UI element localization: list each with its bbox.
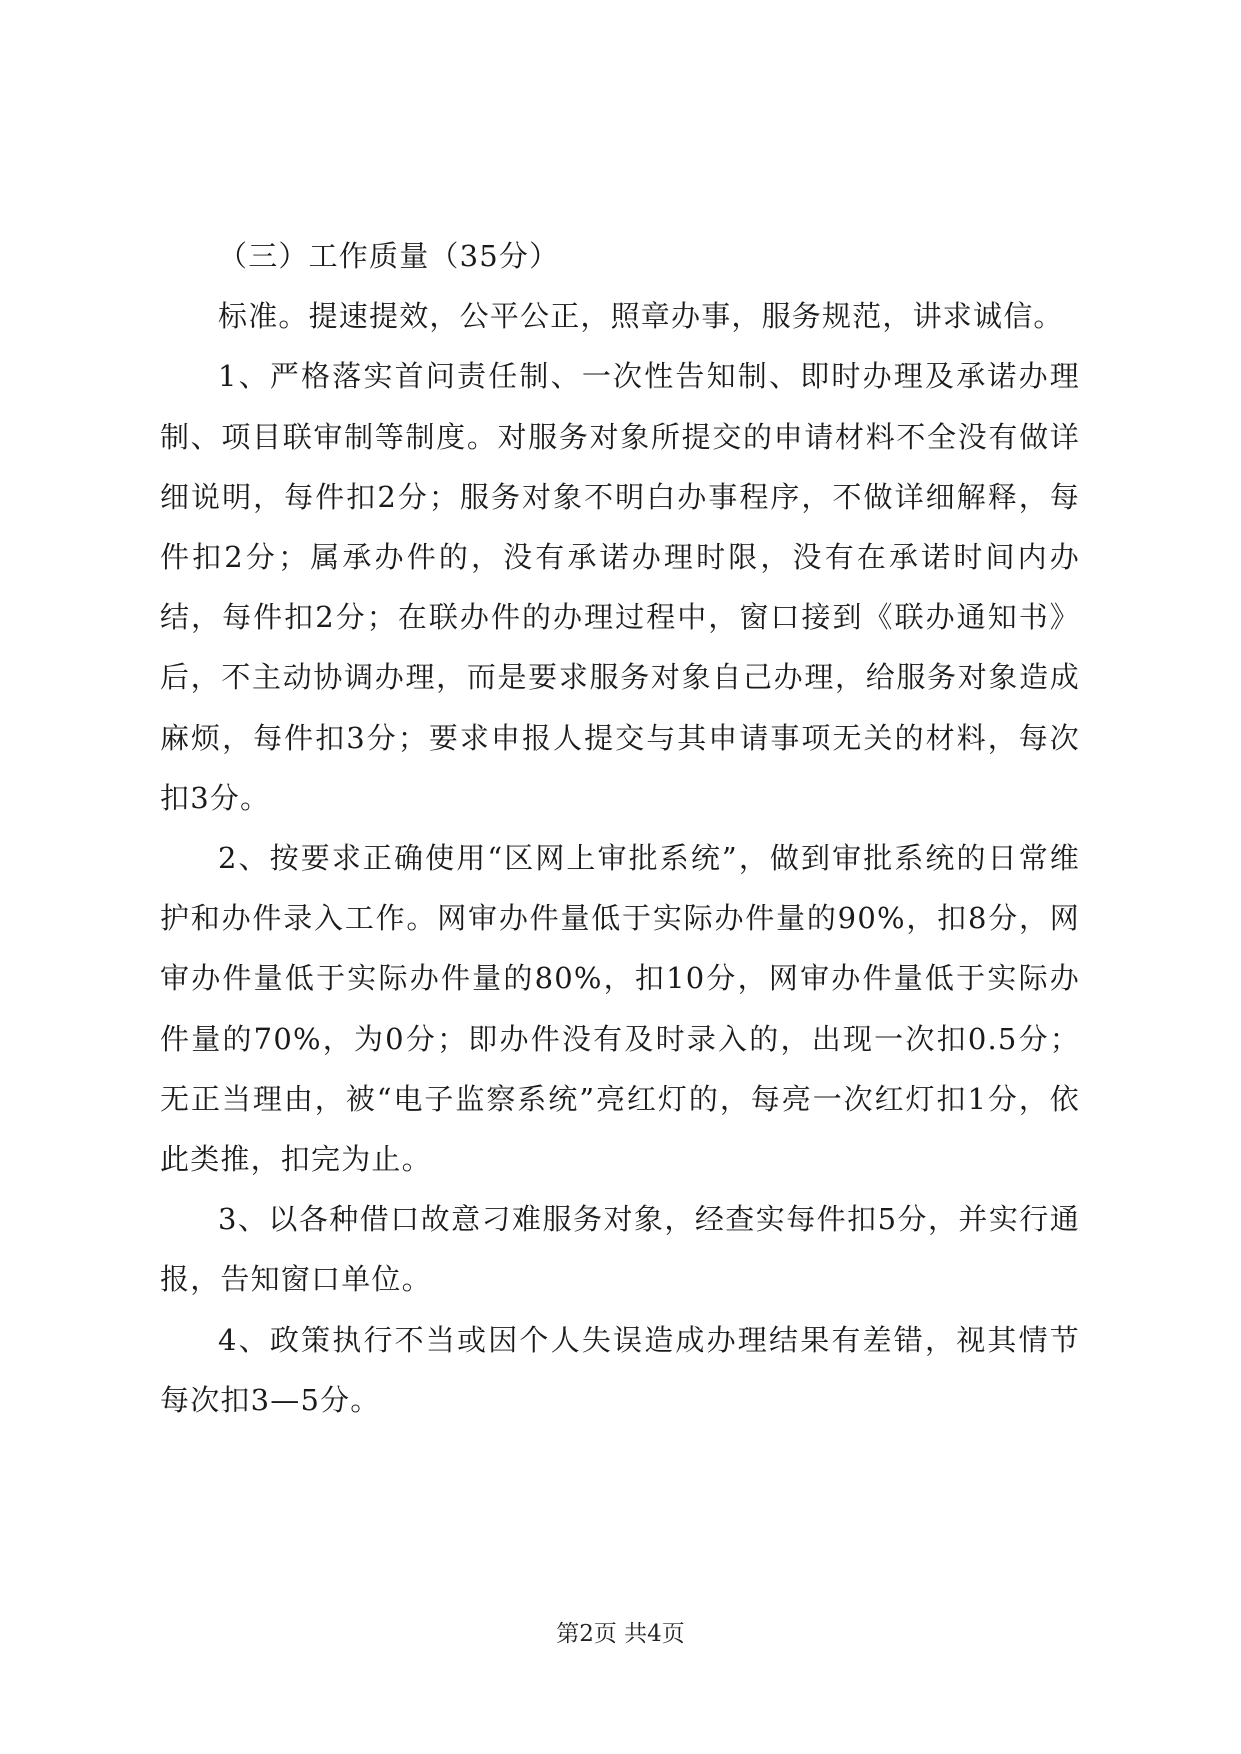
standard-paragraph: 标准。提速提效，公平公正，照章办事，服务规范，讲求诚信。 <box>218 299 1064 334</box>
page-footer: 第2页 共4页 <box>556 1621 685 1647</box>
document-body <box>160 226 1080 1430</box>
item-1-paragraph: 1、严格落实首问责任制、一次性告知制、即时办理及承诺办理制、项目联审制等制度。对服务对象所提交的申请材料不全没有做详细说明，每件扣2分；服务对象不明白办事程序，不做详细解释，每件扣2分；属承办件的，没有承诺办理时限，没有在承诺时间内办结，每件扣2分；在联办件的办理过程中，窗口接到《联办通知书》后，不主动协调办理，而是要求服务对象自己办理，给服务对象造成麻烦，每件扣3分；要求申报人提交与其申请事项无关的材料，每次扣3分。 <box>160 359 1080 815</box>
item-3-paragraph: 3、以各种借口故意刁难服务对象，经查实每件扣5分，并实行通报，告知窗口单位。 <box>160 1202 1080 1297</box>
item-4-paragraph: 4、政策执行不当或因个人失误造成办理结果有差错，视其情节每次扣3—5分。 <box>160 1322 1080 1417</box>
section-heading: （三）工作质量（35分） <box>218 239 560 273</box>
item-2-paragraph: 2、按要求正确使用“区网上审批系统”，做到审批系统的日常维护和办件录入工作。网审办件量低于实际办件量的90%，扣8分，网审办件量低于实际办件量的80%，扣10分，网审办件量低于实际办件量的70%，为0分；即办件没有及时录入的，出现一次扣0.5分；无正当理由，被“电子监察系统”亮红灯的，每亮一次红灯扣1分，依此类推，扣完为止。 <box>160 841 1080 1177</box>
